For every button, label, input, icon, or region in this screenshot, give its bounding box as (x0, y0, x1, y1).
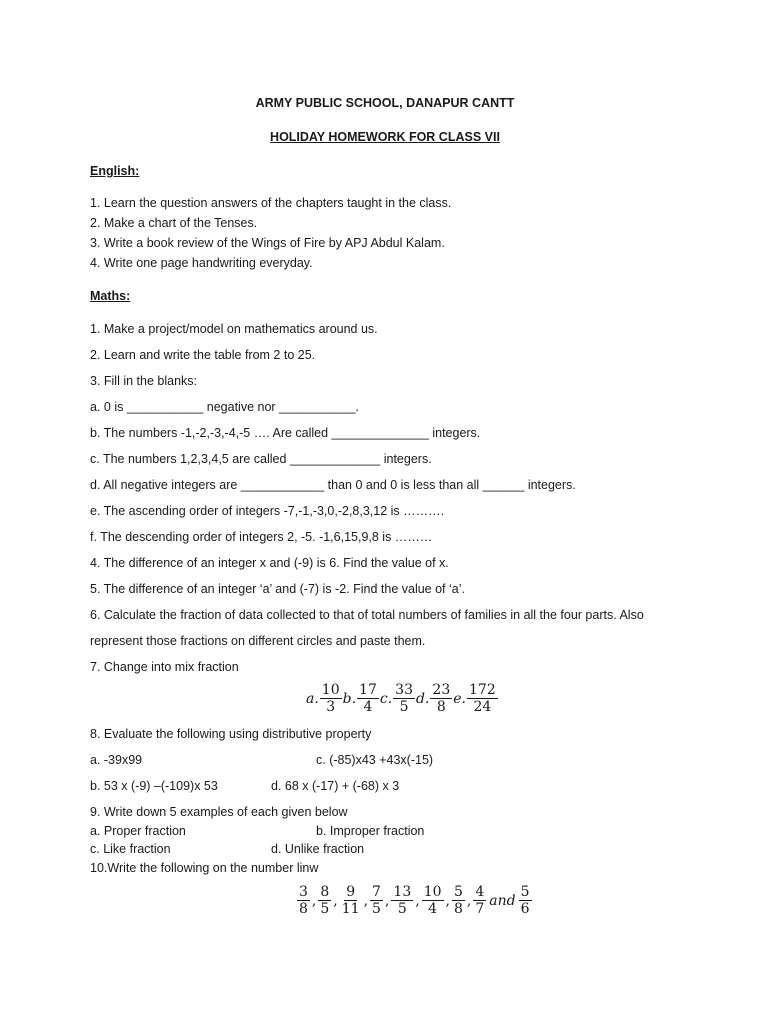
comma-separator: , (466, 892, 472, 909)
fraction-label: e. (453, 690, 466, 707)
q8-a: a. -39x99 (90, 753, 143, 767)
maths-line: 9. Write down 5 examples of each given below (90, 805, 348, 819)
fraction-label: d. (416, 690, 430, 707)
fraction-label: c. (379, 690, 393, 707)
maths-line: 7. Change into mix fraction (90, 660, 239, 674)
maths-line: 1. Make a project/model on mathematics around us. (90, 322, 378, 336)
fraction: $\frac{10}{3}$ (321, 682, 340, 715)
maths-heading: Maths: (90, 289, 131, 303)
fraction: $\frac{172}{24}$ (469, 682, 496, 715)
maths-line: c. The numbers 1,2,3,4,5 are called _____________ integers. (90, 452, 432, 466)
english-item: 1. Learn the question answers of the chapters taught in the class. (90, 196, 452, 210)
comma-separator: , (333, 892, 338, 909)
maths-line: 8. Evaluate the following using distributive property (90, 727, 372, 741)
maths-line: f. The descending order of integers 2, -5. -1,6,15,9,8 is ……… (90, 530, 433, 544)
english-heading: English: (90, 164, 140, 178)
mix-fraction-row (306, 682, 499, 715)
comma-separator: , (363, 892, 369, 909)
fraction: $\frac{17}{4}$ (359, 682, 377, 715)
q9-c: c. Like fraction (90, 842, 171, 856)
fraction: $\frac{13}{5}$ (393, 884, 412, 917)
fraction: $\frac{5}{8}$ (453, 884, 463, 917)
maths-line: 4. The difference of an integer x and (-9) is 6. Find the value of x. (90, 556, 449, 570)
q8-b: b. 53 x (-9) –(-109)x 53 (90, 779, 218, 793)
fraction: $\frac{33}{5}$ (395, 682, 413, 715)
comma-separator: , (445, 892, 450, 909)
fraction-label: b. (342, 690, 357, 707)
number-line-fractions (296, 884, 533, 917)
fraction: $\frac{9}{11}$ (341, 884, 360, 917)
maths-line: 5. The difference of an integer ‘a’ and (-7) is -2. Find the value of ‘a’. (90, 582, 465, 596)
fraction: $\frac{10}{4}$ (423, 884, 442, 917)
english-item: 2. Make a chart of the Tenses. (90, 216, 258, 230)
q8-c: c. (-85)x43 +43x(-15) (316, 753, 434, 767)
maths-line: d. All negative integers are ____________ than 0 and 0 is less than all ______ integers. (90, 478, 576, 492)
maths-line: e. The ascending order of integers -7,-1,-3,0,-2,8,3,12 is ………. (90, 504, 445, 518)
q9-b: b. Improper fraction (316, 824, 425, 838)
school-name: ARMY PUBLIC SCHOOL, DANAPUR CANTT (255, 96, 515, 110)
q8-d: d. 68 x (-17) + (-68) x 3 (271, 779, 400, 793)
english-item: 4. Write one page handwriting everyday. (90, 256, 313, 270)
maths-line: b. The numbers -1,-2,-3,-4,-5 …. Are called ______________ integers. (90, 426, 481, 440)
comma-separator: , (311, 892, 317, 909)
fraction: $\frac{8}{5}$ (320, 884, 330, 917)
fraction: $\frac{3}{8}$ (299, 884, 308, 917)
q9-a: a. Proper fraction (90, 824, 186, 838)
q9-d: d. Unlike fraction (271, 842, 365, 856)
comma-separator: , (384, 892, 390, 909)
maths-line: 10.Write the following on the number linw (90, 861, 319, 875)
fraction: $\frac{23}{8}$ (432, 682, 451, 715)
maths-line: 3. Fill in the blanks: (90, 374, 197, 388)
maths-line: 2. Learn and write the table from 2 to 25. (90, 348, 316, 362)
english-item: 3. Write a book review of the Wings of Fire by APJ Abdul Kalam. (90, 236, 445, 250)
and-word: and (489, 892, 516, 909)
fraction: $\frac{5}{6}$ (520, 884, 530, 917)
fraction: $\frac{7}{5}$ (372, 884, 381, 917)
maths-line: a. 0 is ___________ negative nor ___________. (90, 400, 359, 414)
maths-line: 6. Calculate the fraction of data collected to that of total numbers of families in all the four parts. Also (90, 608, 644, 622)
fraction: $\frac{4}{7}$ (475, 884, 485, 917)
fraction-label: a. (306, 690, 319, 707)
maths-line: represent those fractions on different circles and paste them. (90, 634, 426, 648)
comma-separator: , (415, 892, 420, 909)
page-title: HOLIDAY HOMEWORK FOR CLASS VII (270, 130, 500, 144)
